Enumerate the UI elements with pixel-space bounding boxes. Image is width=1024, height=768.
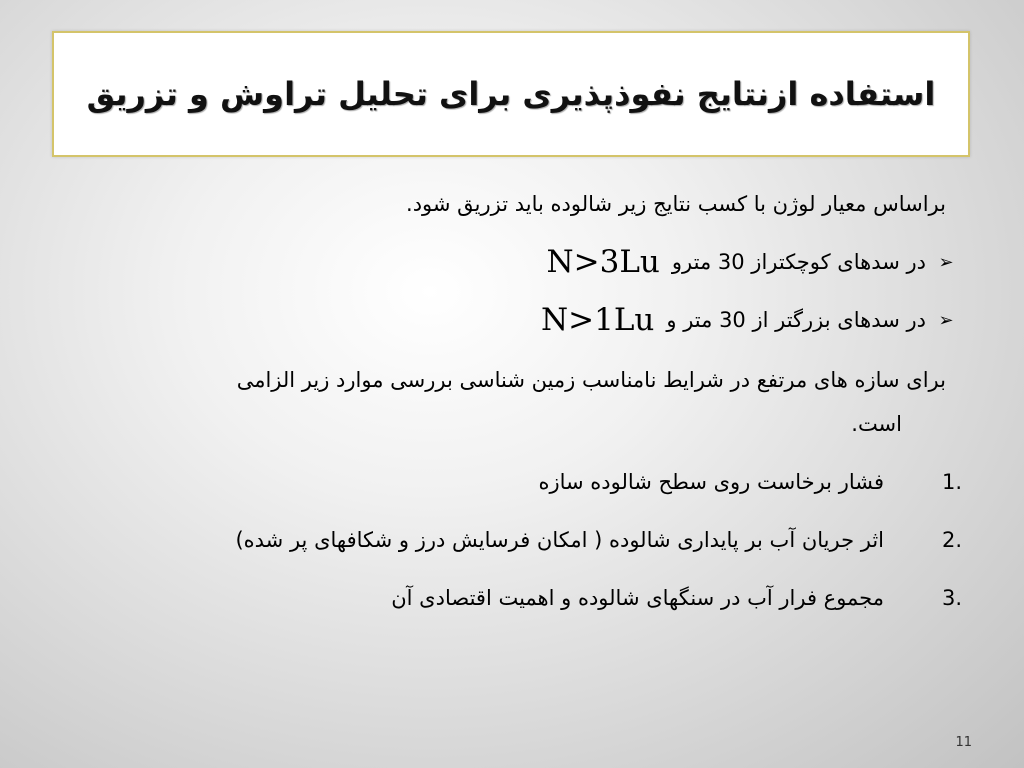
item-text: مجموع فرار آب در سنگهای شالوده و اهمیت اقتصادی آن [391,586,884,610]
bullet-item [547,244,954,280]
paragraph-line-2: است. [851,412,902,436]
bullet-item [541,302,954,338]
bullet-text: در سدهای بزرگتر از 30 متر و [666,308,926,332]
item-text: فشار برخاست روی سطح شالوده سازه [538,470,884,494]
slide-title: استفاده ازنتایج نفوذپذیری برای تحلیل تراوش و تزریق [86,75,936,113]
bullet-text: در سدهای کوچکتراز 30 مترو [671,250,926,274]
numbered-item [235,528,962,552]
title-box [52,31,970,157]
paragraph-line-1: برای سازه های مرتفع در شرایط نامناسب زمین شناسی بررسی موارد زیر الزامی [236,368,946,392]
bullet-formula: N>1Lu [541,302,655,338]
item-number: 2. [941,528,962,552]
intro-text: براساس معیار لوژن با کسب نتایج زیر شالوده باید تزریق شود. [406,192,946,216]
numbered-item [391,586,962,610]
item-text: اثر جریان آب بر پایداری شالوده ( امکان فرسایش درز و شکافهای پر شده) [235,528,884,552]
arrow-bullet-icon: ➢ [938,309,954,331]
arrow-bullet-icon: ➢ [938,251,954,273]
item-number: 3. [941,586,962,610]
bullet-formula: N>3Lu [546,244,660,280]
item-number: 1. [941,470,962,494]
numbered-item [538,470,962,494]
page-number: 11 [955,735,972,750]
